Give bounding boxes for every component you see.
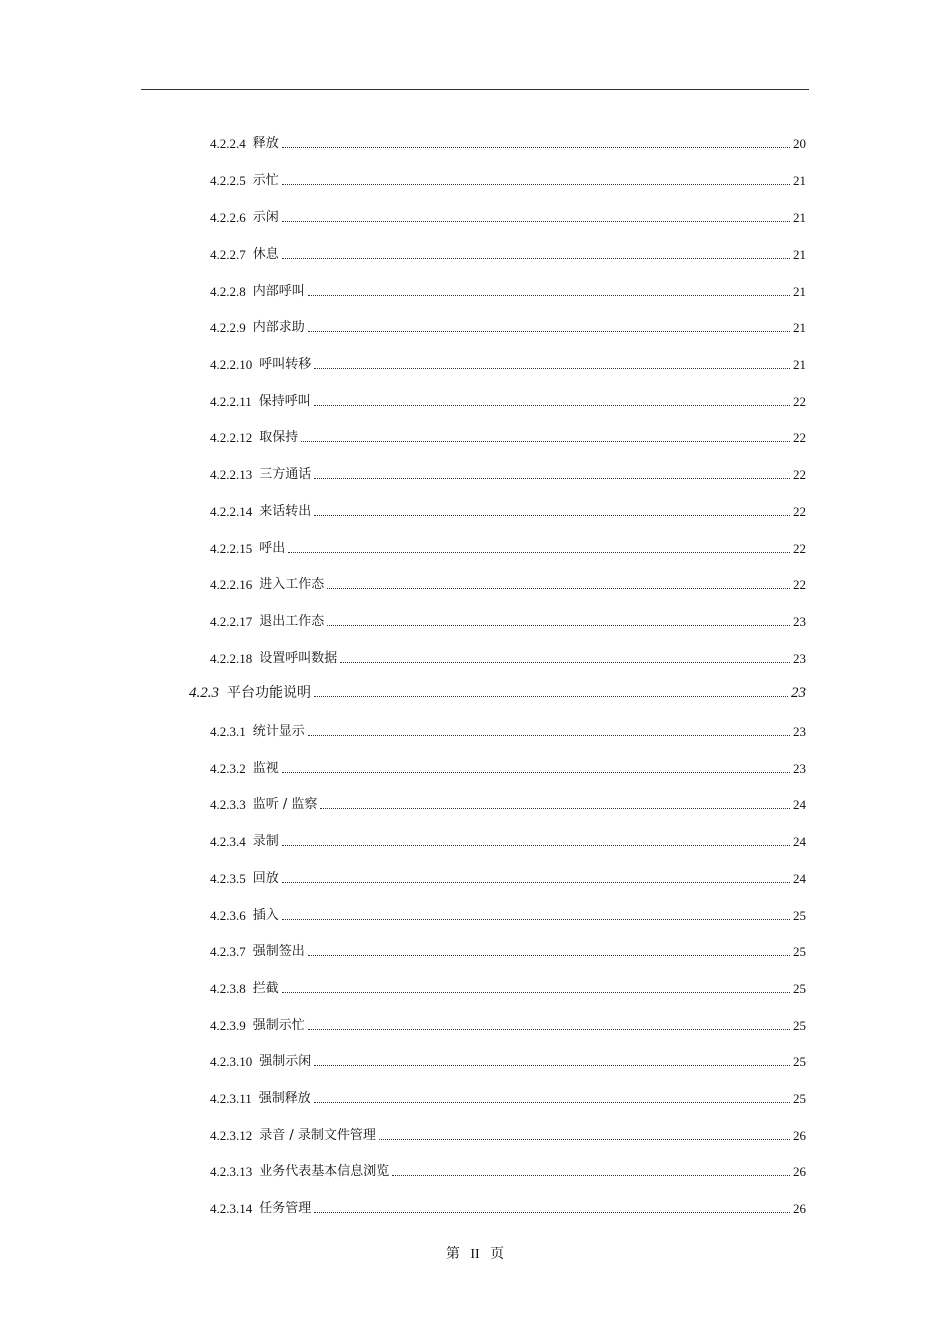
toc-entry[interactable]	[210, 867, 806, 887]
toc-dot-leader	[282, 258, 790, 259]
toc-dot-leader	[314, 515, 790, 516]
toc-entry-number: 4.2.2.7	[210, 247, 246, 262]
toc-dot-leader	[301, 441, 790, 442]
toc-entry-title: 拦截	[252, 981, 279, 996]
toc-entry-number: 4.2.2.5	[210, 173, 246, 188]
toc-dot-leader	[314, 405, 790, 406]
toc-dot-leader	[314, 1065, 790, 1066]
toc-entry-number: 4.2.2.14	[210, 504, 253, 519]
toc-entry-number: 4.2.2.18	[210, 651, 253, 666]
footer-page-number: II	[470, 1247, 480, 1262]
toc-dot-leader	[308, 735, 790, 736]
toc-dot-leader	[314, 696, 788, 697]
toc-dot-leader	[314, 478, 790, 479]
toc-entry-page: 23	[791, 685, 806, 701]
toc-entry-number: 4.2.3.11	[210, 1091, 252, 1106]
toc-entry-page: 24	[793, 834, 806, 849]
toc-entry-title: 业务代表基本信息浏览	[259, 1164, 390, 1179]
toc-entry[interactable]	[210, 573, 806, 593]
toc-entry-number: 4.2.3.12	[210, 1128, 253, 1143]
toc-dot-leader	[282, 221, 790, 222]
toc-entry-page: 25	[793, 981, 806, 996]
toc-entry-title: 呼出	[259, 541, 286, 556]
toc-entry-title: 示闲	[252, 210, 279, 225]
toc-entry[interactable]	[210, 647, 806, 667]
toc-entry[interactable]	[210, 537, 806, 557]
toc-entry-number: 4.2.3.14	[210, 1201, 253, 1216]
toc-entry-number: 4.2.2.10	[210, 357, 253, 372]
toc-entry[interactable]	[210, 940, 806, 960]
toc-entry-page: 25	[793, 1018, 806, 1033]
toc-entry-number: 4.2.3.8	[210, 981, 246, 996]
toc-entry-title: 来话转出	[259, 504, 312, 519]
toc-entry-title: 释放	[252, 136, 279, 151]
toc-entry-number: 4.2.2.6	[210, 210, 246, 225]
toc-entry-page: 22	[793, 541, 806, 556]
toc-entry[interactable]	[210, 169, 806, 189]
toc-entry-title: 退出工作态	[259, 614, 325, 629]
toc-entry-page: 25	[793, 944, 806, 959]
toc-entry[interactable]	[210, 500, 806, 520]
toc-dot-leader	[288, 552, 790, 553]
toc-entry-page: 23	[793, 761, 806, 776]
toc-entry-number: 4.2.2.17	[210, 614, 253, 629]
toc-dot-leader	[282, 147, 790, 148]
toc-entry[interactable]	[210, 280, 806, 300]
toc-entry-number: 4.2.2.12	[210, 430, 253, 445]
toc-entry-title: 进入工作态	[259, 577, 325, 592]
toc-entry[interactable]	[210, 353, 806, 373]
toc-entry-page: 25	[793, 1054, 806, 1069]
toc-entry-title: 保持呼叫	[258, 394, 311, 409]
toc-entry[interactable]	[210, 390, 806, 410]
toc-dot-leader	[392, 1175, 790, 1176]
toc-dot-leader	[282, 919, 790, 920]
toc-entry-page: 22	[793, 467, 806, 482]
toc-dot-leader	[282, 184, 790, 185]
toc-entry-page: 25	[793, 1091, 806, 1106]
toc-entry-page: 20	[793, 136, 806, 151]
footer-prefix: 第	[445, 1246, 460, 1262]
toc-dot-leader	[340, 662, 790, 663]
toc-entry-number: 4.2.2.4	[210, 136, 246, 151]
toc-entry-number: 4.2.2.8	[210, 284, 246, 299]
toc-dot-leader	[308, 295, 790, 296]
toc-entry-number: 4.2.3.1	[210, 724, 246, 739]
toc-entry[interactable]	[210, 243, 806, 263]
toc-entry-number: 4.2.3.3	[210, 797, 246, 812]
toc-dot-leader	[379, 1139, 790, 1140]
toc-entry[interactable]	[210, 757, 806, 777]
toc-entry-page: 26	[793, 1201, 806, 1216]
toc-entry-page: 23	[793, 614, 806, 629]
toc-entry-number: 4.2.3.2	[210, 761, 246, 776]
toc-entry-number: 4.2.3.9	[210, 1018, 246, 1033]
toc-entry-title: 设置呼叫数据	[259, 651, 338, 666]
toc-entry-title: 插入	[252, 908, 279, 923]
toc-dot-leader	[327, 625, 790, 626]
toc-dot-leader	[308, 1029, 790, 1030]
toc-entry-page: 26	[793, 1128, 806, 1143]
toc-entry-title: 监视	[252, 761, 279, 776]
toc-dot-leader	[308, 331, 790, 332]
toc-entry-title: 内部呼叫	[252, 284, 305, 299]
toc-entry[interactable]	[210, 132, 806, 152]
toc-entry-number: 4.2.3.10	[210, 1054, 253, 1069]
toc-entry-page: 21	[793, 284, 806, 299]
toc-dot-leader	[282, 845, 790, 846]
page-footer	[0, 1243, 950, 1263]
toc-entry-number: 4.2.3.7	[210, 944, 246, 959]
toc-entry-number: 4.2.2.16	[210, 577, 253, 592]
toc-entry-title: 统计显示	[252, 724, 305, 739]
toc-dot-leader	[314, 1212, 790, 1213]
toc-entry[interactable]	[210, 793, 806, 813]
toc-entry[interactable]	[210, 1014, 806, 1034]
toc-entry-number: 4.2.2.11	[210, 394, 252, 409]
toc-entry-page: 22	[793, 394, 806, 409]
toc-entry-title: 回放	[252, 871, 279, 886]
toc-entry-title: 强制示忙	[252, 1018, 305, 1033]
toc-entry-title: 任务管理	[259, 1201, 312, 1216]
toc-entry[interactable]	[210, 904, 806, 924]
toc-dot-leader	[282, 992, 790, 993]
toc-entry-title: 强制释放	[258, 1091, 311, 1106]
toc-entry[interactable]	[210, 610, 806, 630]
toc-entry-page: 24	[793, 871, 806, 886]
toc-entry-title: 强制示闲	[259, 1054, 312, 1069]
toc-entry-page: 21	[793, 357, 806, 372]
toc-dot-leader	[308, 955, 790, 956]
toc-entry-title: 取保持	[259, 430, 299, 445]
toc-dot-leader	[314, 1102, 790, 1103]
toc-entry-page: 23	[793, 724, 806, 739]
toc-entry[interactable]	[210, 830, 806, 850]
toc-entry[interactable]	[210, 977, 806, 997]
toc-dot-leader	[320, 808, 790, 809]
toc-entry-title: 呼叫转移	[259, 357, 312, 372]
toc-entry-number: 4.2.2.13	[210, 467, 253, 482]
header-rule	[141, 89, 809, 90]
toc-entry-number: 4.2.2.15	[210, 541, 253, 556]
toc-entry-page: 21	[793, 247, 806, 262]
toc-entry[interactable]	[189, 681, 806, 701]
toc-entry-page: 26	[793, 1164, 806, 1179]
toc-entry-title: 监听 / 监察	[252, 797, 318, 812]
toc-entry[interactable]	[210, 1087, 806, 1107]
toc-entry-page: 21	[793, 320, 806, 335]
toc-entry-page: 22	[793, 577, 806, 592]
toc-entry[interactable]	[210, 720, 806, 740]
toc-entry[interactable]	[210, 1160, 806, 1180]
toc-entry-number: 4.2.3	[189, 685, 219, 701]
toc-entry-number: 4.2.3.5	[210, 871, 246, 886]
toc-entry[interactable]	[210, 206, 806, 226]
toc-entry-page: 21	[793, 210, 806, 225]
toc-entry[interactable]	[210, 426, 806, 446]
footer-suffix: 页	[490, 1246, 505, 1262]
toc-entry-title: 平台功能说明	[227, 685, 311, 701]
toc-entry-page: 22	[793, 504, 806, 519]
toc-dot-leader	[282, 882, 790, 883]
toc-entry[interactable]	[210, 1124, 806, 1144]
toc-entry-page: 21	[793, 173, 806, 188]
toc-entry-number: 4.2.3.4	[210, 834, 246, 849]
toc-entry-number: 4.2.3.13	[210, 1164, 253, 1179]
toc-entry-page: 23	[793, 651, 806, 666]
toc-entry-page: 22	[793, 430, 806, 445]
toc-dot-leader	[282, 772, 790, 773]
toc-entry-title: 录音 / 录制文件管理	[259, 1128, 376, 1143]
toc-entry[interactable]	[210, 316, 806, 336]
toc-entry-title: 强制签出	[252, 944, 305, 959]
toc-entry[interactable]	[210, 463, 806, 483]
toc-entry-page: 25	[793, 908, 806, 923]
toc-entry[interactable]	[210, 1050, 806, 1070]
toc-entry-number: 4.2.2.9	[210, 320, 246, 335]
toc-entry-title: 录制	[252, 834, 279, 849]
toc-dot-leader	[327, 588, 790, 589]
toc-entry-title: 内部求助	[252, 320, 305, 335]
toc-entry-page: 24	[793, 797, 806, 812]
toc-dot-leader	[314, 368, 790, 369]
toc-entry-number: 4.2.3.6	[210, 908, 246, 923]
toc-entry[interactable]	[210, 1197, 806, 1217]
toc-entry-title: 三方通话	[259, 467, 312, 482]
toc-entry-title: 休息	[252, 247, 279, 262]
toc-entry-title: 示忙	[252, 173, 279, 188]
